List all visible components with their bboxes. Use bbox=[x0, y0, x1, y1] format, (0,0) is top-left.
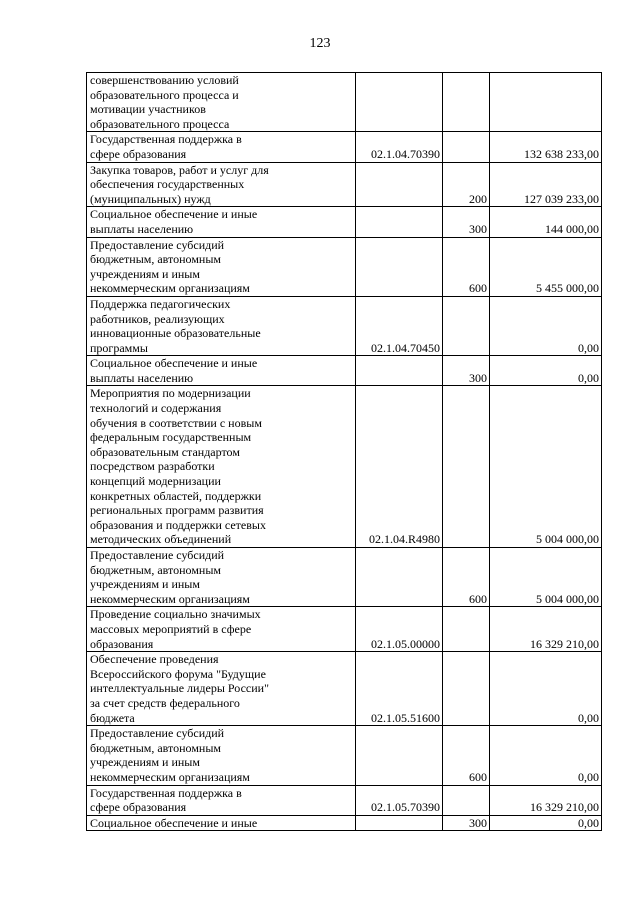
table-row bbox=[87, 356, 602, 386]
row-name-line: бюджета bbox=[90, 710, 135, 725]
row-name-line: учреждениям и иным bbox=[90, 577, 200, 592]
table-row bbox=[87, 237, 602, 296]
row-amount-cell: 0,00 bbox=[490, 815, 602, 831]
row-expense-type-cell: 600 bbox=[443, 726, 490, 785]
row-name-cell bbox=[87, 132, 356, 162]
row-code-cell: 02.1.05.70390 bbox=[356, 785, 443, 815]
row-name-line: Закупка товаров, работ и услуг для bbox=[90, 162, 269, 177]
row-name-line: образовательным стандартом bbox=[90, 444, 240, 459]
row-name-line: Социальное обеспечение и иные bbox=[90, 815, 258, 830]
row-name-line: выплаты населению bbox=[90, 370, 194, 385]
row-code-cell bbox=[356, 726, 443, 785]
row-name-line: конкретных областей, поддержки bbox=[90, 488, 262, 503]
table-row bbox=[87, 132, 602, 162]
table-row bbox=[87, 162, 602, 207]
row-name-line: бюджетным, автономным bbox=[90, 562, 221, 577]
row-code-cell bbox=[356, 356, 443, 386]
row-name-line: учреждениям и иным bbox=[90, 266, 200, 281]
row-name-line: Государственная поддержка в bbox=[90, 785, 242, 800]
row-name-line: мотивации участников bbox=[90, 102, 206, 117]
table-row bbox=[87, 652, 602, 726]
row-expense-type-cell bbox=[443, 607, 490, 652]
row-name-line: образования и поддержки сетевых bbox=[90, 517, 266, 532]
row-amount-cell: 127 039 233,00 bbox=[490, 162, 602, 207]
row-name-line: некоммерческим организациям bbox=[90, 281, 250, 296]
row-name-line: федеральным государственным bbox=[90, 430, 252, 445]
row-name-line: образовательного процесса и bbox=[90, 87, 239, 102]
row-name-line: (муниципальных) нужд bbox=[90, 191, 211, 206]
row-name-line: Проведение социально значимых bbox=[90, 607, 261, 622]
row-name-line: Предоставление субсидий bbox=[90, 237, 225, 252]
table-row bbox=[87, 785, 602, 815]
row-name-line: работников, реализующих bbox=[90, 311, 225, 326]
row-name-line: обеспечения государственных bbox=[90, 177, 245, 192]
row-name-line: некоммерческим организациям bbox=[90, 769, 250, 784]
row-expense-type-cell: 600 bbox=[443, 548, 490, 607]
row-name-line: Всероссийского форума "Будущие bbox=[90, 666, 266, 681]
row-expense-type-cell bbox=[443, 652, 490, 726]
row-name-cell bbox=[87, 652, 356, 726]
row-name-cell bbox=[87, 548, 356, 607]
page-number: 123 bbox=[309, 36, 331, 51]
row-code-cell: 02.1.04.R4980 bbox=[356, 386, 443, 548]
row-name-line: бюджетным, автономным bbox=[90, 252, 221, 267]
row-name-line: бюджетным, автономным bbox=[90, 740, 221, 755]
row-name-line: обучения в соответствии с новым bbox=[90, 415, 262, 430]
row-name-line: Государственная поддержка в bbox=[90, 132, 242, 147]
row-code-cell bbox=[356, 162, 443, 207]
row-name-cell bbox=[87, 785, 356, 815]
row-code-cell: 02.1.05.00000 bbox=[356, 607, 443, 652]
row-expense-type-cell: 300 bbox=[443, 207, 490, 237]
row-name-cell bbox=[87, 815, 356, 831]
row-expense-type-cell: 300 bbox=[443, 356, 490, 386]
row-name-cell bbox=[87, 356, 356, 386]
row-expense-type-cell bbox=[443, 73, 490, 132]
row-name-line: инновационные образовательные bbox=[90, 326, 261, 341]
row-name-line: выплаты населению bbox=[90, 221, 194, 236]
row-amount-cell: 5 004 000,00 bbox=[490, 548, 602, 607]
row-amount-cell: 0,00 bbox=[490, 652, 602, 726]
row-expense-type-cell bbox=[443, 785, 490, 815]
row-name-cell bbox=[87, 73, 356, 132]
row-name-line: Обеспечение проведения bbox=[90, 652, 219, 667]
row-name-cell bbox=[87, 607, 356, 652]
row-name-line: Социальное обеспечение и иные bbox=[90, 207, 258, 222]
row-expense-type-cell bbox=[443, 132, 490, 162]
table-row bbox=[87, 815, 602, 831]
row-amount-cell bbox=[490, 73, 602, 132]
row-name-line: учреждениям и иным bbox=[90, 755, 200, 770]
row-code-cell bbox=[356, 237, 443, 296]
row-name-cell bbox=[87, 162, 356, 207]
row-amount-cell: 5 455 000,00 bbox=[490, 237, 602, 296]
row-amount-cell: 16 329 210,00 bbox=[490, 785, 602, 815]
budget-table-body bbox=[87, 73, 602, 831]
table-row bbox=[87, 607, 602, 652]
row-name-line: региональных программ развития bbox=[90, 503, 264, 518]
row-amount-cell: 0,00 bbox=[490, 356, 602, 386]
row-expense-type-cell bbox=[443, 296, 490, 355]
row-code-cell bbox=[356, 207, 443, 237]
row-name-line: за счет средств федерального bbox=[90, 695, 240, 710]
row-amount-cell: 144 000,00 bbox=[490, 207, 602, 237]
row-name-line: интеллектуальные лидеры России" bbox=[90, 681, 269, 696]
row-expense-type-cell bbox=[443, 386, 490, 548]
row-name-line: технологий и содержания bbox=[90, 401, 222, 416]
row-code-cell: 02.1.04.70450 bbox=[356, 296, 443, 355]
row-expense-type-cell: 600 bbox=[443, 237, 490, 296]
row-name-cell bbox=[87, 207, 356, 237]
table-row bbox=[87, 207, 602, 237]
row-code-cell bbox=[356, 815, 443, 831]
table-row bbox=[87, 73, 602, 132]
row-name-line: методических объединений bbox=[90, 532, 232, 547]
row-name-line: сфере образования bbox=[90, 146, 187, 161]
row-name-line: посредством разработки bbox=[90, 459, 215, 474]
row-amount-cell: 132 638 233,00 bbox=[490, 132, 602, 162]
row-name-line: образования bbox=[90, 636, 154, 651]
row-name-line: Мероприятия по модернизации bbox=[90, 386, 251, 401]
row-name-line: совершенствованию условий bbox=[90, 73, 239, 87]
row-name-line: Социальное обеспечение и иные bbox=[90, 356, 258, 371]
row-name-cell bbox=[87, 296, 356, 355]
row-name-line: сфере образования bbox=[90, 800, 187, 815]
table-row bbox=[87, 548, 602, 607]
row-name-cell bbox=[87, 237, 356, 296]
budget-table bbox=[86, 72, 602, 831]
row-name-line: концепций модернизации bbox=[90, 474, 221, 489]
row-amount-cell: 16 329 210,00 bbox=[490, 607, 602, 652]
row-amount-cell: 0,00 bbox=[490, 726, 602, 785]
row-name-line: программы bbox=[90, 340, 148, 355]
row-name-line: Предоставление субсидий bbox=[90, 548, 225, 562]
row-name-line: Поддержка педагогических bbox=[90, 296, 231, 311]
table-row bbox=[87, 386, 602, 548]
row-expense-type-cell: 300 bbox=[443, 815, 490, 831]
table-row bbox=[87, 726, 602, 785]
row-name-cell bbox=[87, 386, 356, 548]
row-code-cell: 02.1.05.51600 bbox=[356, 652, 443, 726]
row-code-cell bbox=[356, 548, 443, 607]
row-code-cell: 02.1.04.70390 bbox=[356, 132, 443, 162]
row-amount-cell: 5 004 000,00 bbox=[490, 386, 602, 548]
row-name-line: массовых мероприятий в сфере bbox=[90, 621, 252, 636]
row-name-line: образовательного процесса bbox=[90, 116, 230, 131]
row-name-line: некоммерческим организациям bbox=[90, 591, 250, 606]
row-amount-cell: 0,00 bbox=[490, 296, 602, 355]
table-row bbox=[87, 296, 602, 355]
row-expense-type-cell: 200 bbox=[443, 162, 490, 207]
row-name-line: Предоставление субсидий bbox=[90, 726, 225, 741]
row-code-cell bbox=[356, 73, 443, 132]
row-name-cell bbox=[87, 726, 356, 785]
